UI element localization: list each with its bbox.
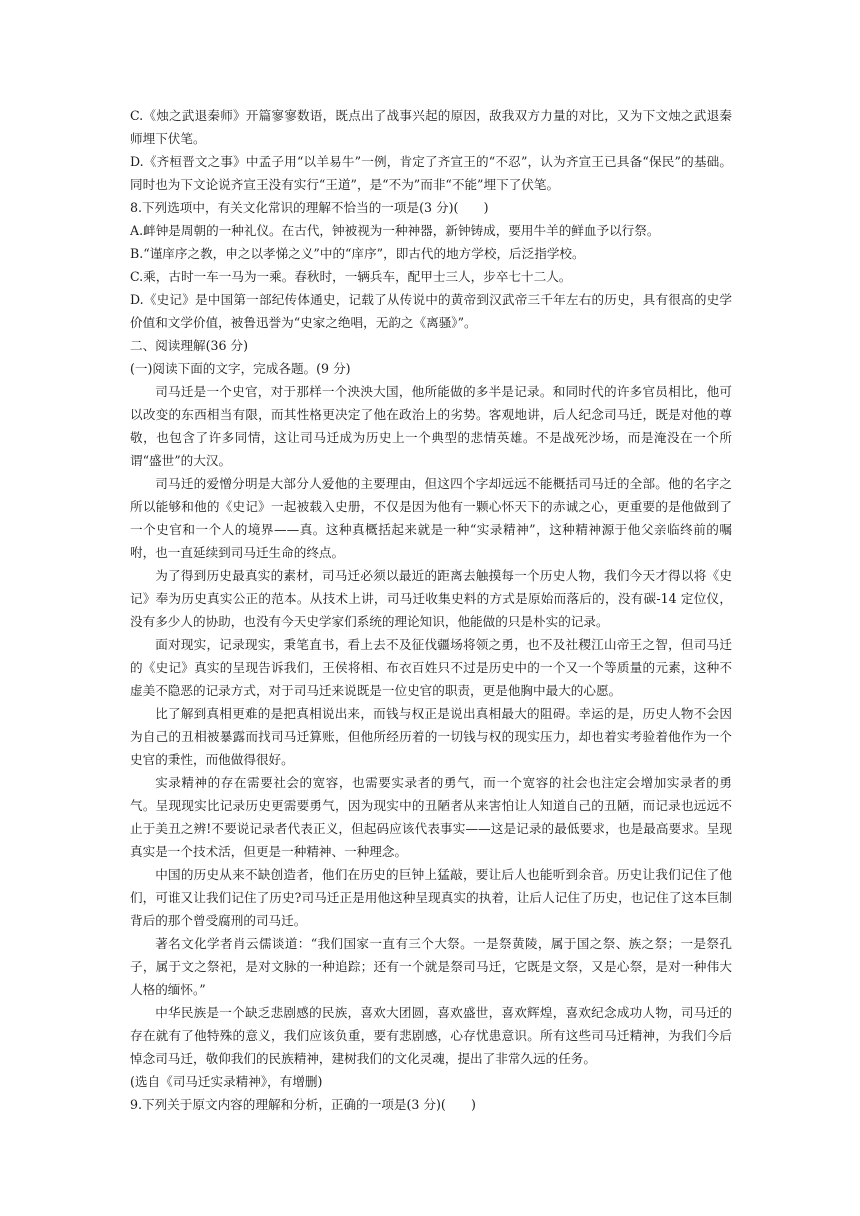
option-a-q8: A.衅钟是周朝的一种礼仪。在古代，钟被视为一种神器，新钟铸成，要用牛羊的鲜血予以行祭。	[130, 223, 660, 238]
passage-paragraph-8: 著名文化学者肖云儒谈道：“我们国家一直有三个大祭。一是祭黄陵，属于国之祭、族之祭；一是祭孔子，属于文之祭祀，是对文脉的一种追踪；还有一个就是祭司马迁，它既是文祭，又是心祭，是对一种伟大人格的缅怀。”	[130, 936, 732, 997]
passage-paragraph-9: 中华民族是一个缺乏悲剧感的民族，喜欢大团圆，喜欢盛世，喜欢辉煌，喜欢纪念成功人物，司马迁的存在就有了他特殊的意义，我们应该负重，要有悲剧感，心存忧患意识。所有这些司马迁精神，为我们今后悼念司马迁，敬仰我们的民族精神，建树我们的文化灵魂，提出了非常久远的任务。	[130, 1005, 732, 1066]
option-c-q7: C.《烛之武退秦师》开篇寥寥数语，既点出了战事兴起的原因，敌我双方力量的对比，又为下文烛之武退秦师埋下伏笔。	[130, 108, 732, 146]
option-b-q8: B.“谨庠序之教，申之以孝悌之义”中的“庠序”，即古代的地方学校，后泛指学校。	[130, 246, 585, 261]
option-d-q8: D.《史记》是中国第一部纪传体通史，记载了从传说中的黄帝到汉武帝三千年左右的历史，具有很高的史学价值和文学价值，被鲁迅誉为“史家之绝唱，无韵之《离骚》”。	[130, 292, 732, 330]
passage-paragraph-1: 司马迁是一个史官，对于那样一个泱泱大国，他所能做的多半是记录。和同时代的许多官员相比，他可以改变的东西相当有限，而其性格更决定了他在政治上的劣势。客观地讲，后人纪念司马迁，既是对他的尊敬，也包含了许多同情，这让司马迁成为历史上一个典型的悲情英雄。不是战死沙场，而是淹没在一个所谓“盛世”的大汉。	[130, 384, 732, 468]
document-page	[130, 104, 732, 1116]
subsection-instruction: (一)阅读下面的文字，完成各题。(9 分)	[130, 361, 351, 376]
passage-paragraph-4: 面对现实，记录现实，秉笔直书，看上去不及征伐疆场将领之勇，也不及社稷江山帝王之智，但司马迁的《史记》真实的呈现告诉我们，王侯将相、布衣百姓只不过是历史中的一个又一个等质量的元素，这种不虚美不隐恶的记录方式，对于司马迁来说既是一位史官的职责，更是他胸中最大的心愿。	[130, 637, 732, 698]
passage-paragraph-5: 比了解到真相更难的是把真相说出来，而钱与权正是说出真相最大的阻碍。幸运的是，历史人物不会因为自己的丑相被暴露而找司马迁算账，但他所经历着的一切钱与权的现实压力，却也着实考验着他作为一个史官的秉性，而他做得很好。	[130, 706, 732, 767]
question-8: 8.下列选项中，有关文化常识的理解不恰当的一项是(3 分)( )	[130, 200, 489, 215]
passage-paragraph-2: 司马迁的爱憎分明是大部分人爱他的主要理由，但这四个字却远远不能概括司马迁的全部。他的名字之所以能够和他的《史记》一起被载入史册，不仅是因为他有一颗心怀天下的赤诚之心，更重要的是他做到了一个史官和一个人的境界——真。这种真概括起来就是一种“实录精神”，这种精神源于他父亲临终前的嘱咐，也一直延续到司马迁生命的终点。	[130, 476, 732, 560]
section-heading: 二、阅读理解(36 分)	[130, 338, 249, 353]
passage-paragraph-6: 实录精神的存在需要社会的宽容，也需要实录者的勇气，而一个宽容的社会也注定会增加实录者的勇气。呈现现实比记录历史更需要勇气，因为现实中的丑陋者从来害怕让人知道自己的丑陋，而记录也远远不止于美丑之辨!不要说记录者代表正义，但起码应该代表事实——这是记录的最低要求，也是最高要求。呈现真实是一个技术活，但更是一种精神、一种理念。	[130, 775, 732, 859]
question-9: 9.下列关于原文内容的理解和分析，正确的一项是(3 分)( )	[130, 1097, 476, 1112]
option-d-q7: D.《齐桓晋文之事》中孟子用“以羊易牛”一例，肯定了齐宣王的“不忍”，认为齐宣王已具备“保民”的基础。同时也为下文论说齐宣王没有实行“王道”，是“不为”而非“不能”埋下了伏笔。	[130, 154, 732, 192]
passage-source: (选自《司马迁实录精神》，有增删)	[130, 1074, 323, 1089]
option-c-q8: C.乘，古时一车一马为一乘。春秋时，一辆兵车，配甲士三人，步卒七十二人。	[130, 269, 572, 284]
passage-paragraph-3: 为了得到历史最真实的素材，司马迁必须以最近的距离去触摸每一个历史人物，我们今天才得以将《史记》奉为历史真实公正的范本。从技术上讲，司马迁收集史料的方式是原始而落后的，没有碳-14 定位仪，没有多少人的协助，也没有今天史学家们系统的理论知识，他能做的只是朴实的记录。	[130, 568, 732, 629]
passage-paragraph-7: 中国的历史从来不缺创造者，他们在历史的巨钟上猛敲，要让后人也能听到余音。历史让我们记住了他们，可谁又让我们记住了历史?司马迁正是用他这种呈现真实的执着，让后人记住了历史，也记住了这本巨制背后的那个曾受腐刑的司马迁。	[130, 867, 732, 928]
